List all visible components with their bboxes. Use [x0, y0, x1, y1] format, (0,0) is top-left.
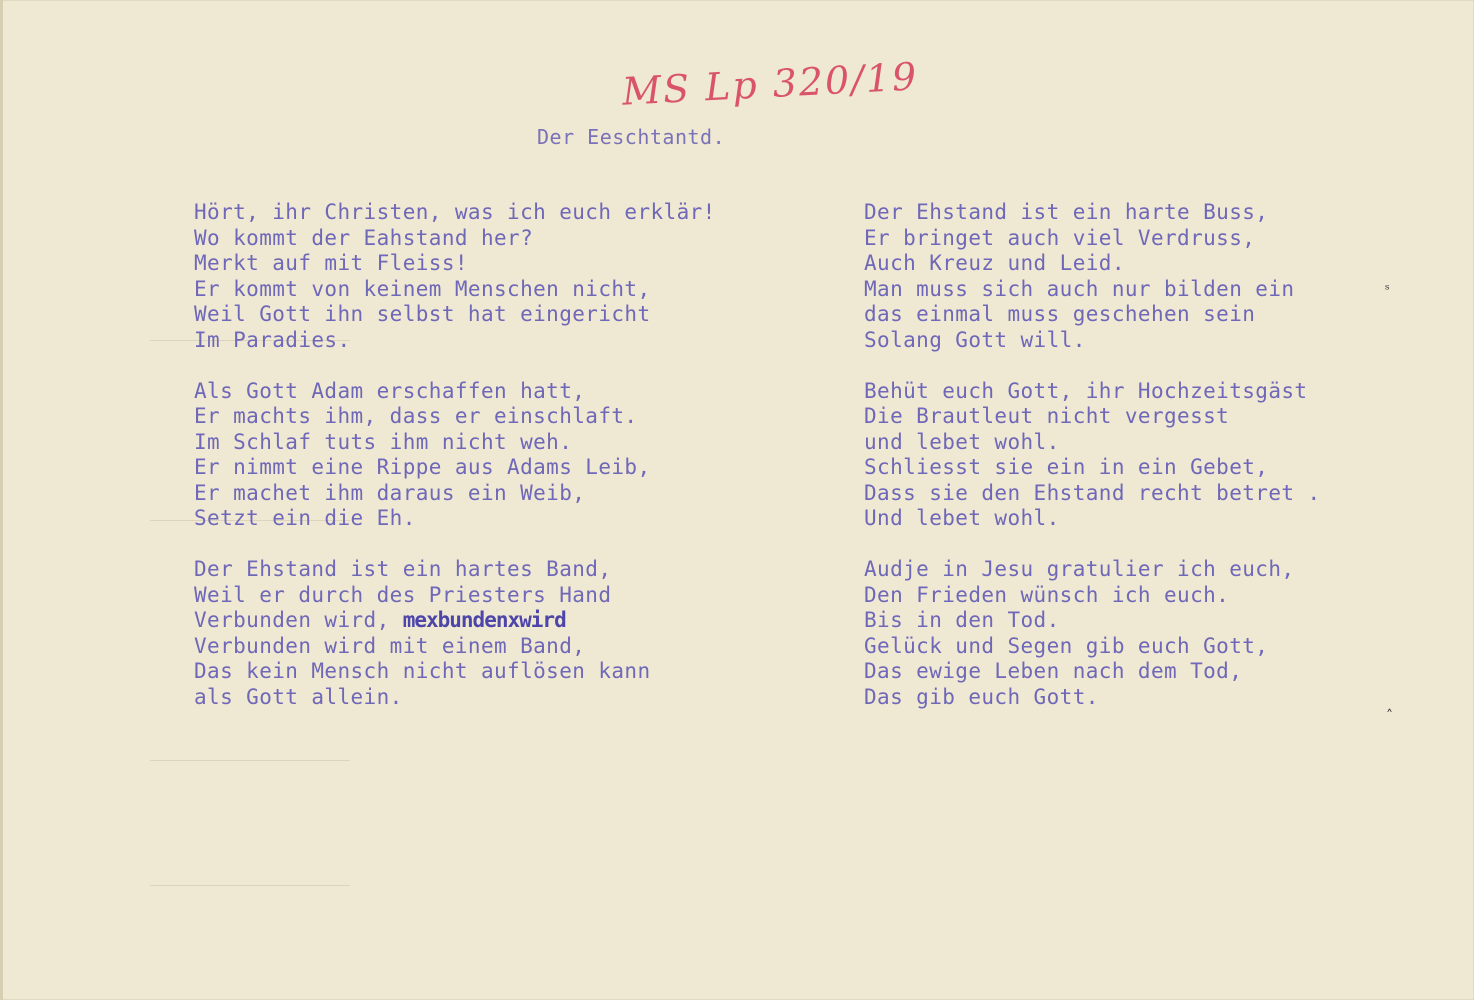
stanza-4: [864, 200, 1424, 353]
verse-line: Behüt euch Gott, ihr Hochzeitsgäst: [864, 378, 1308, 403]
verse-line: Der Ehstand ist ein harte Buss,: [864, 200, 1269, 224]
verse-line: Hört, ihr Christen, was ich euch erklär!: [194, 200, 716, 224]
stanza-3: [194, 557, 834, 710]
verse-line: Er nimmt eine Rippe aus Adams Leib,: [194, 455, 651, 479]
verse-line-with-strike: [194, 608, 834, 634]
verse-line: Weil Gott ihn selbst hat eingericht: [194, 302, 651, 326]
verse-line: Schliesst sie ein in ein Gebet,: [864, 455, 1269, 479]
verse-line: Er machts ihm, dass er einschlaft.: [194, 404, 638, 428]
verse-line: Er bringet auch viel Verdruss,: [864, 225, 1256, 250]
show-through-line: [150, 760, 350, 761]
verse-line: Audje in Jesu gratulier ich euch,: [864, 557, 1295, 581]
verse-line: Das ewige Leben nach dem Tod,: [864, 659, 1243, 683]
verse-line: Merkt auf mit Fleiss!: [194, 251, 468, 275]
verse-line: Im Schlaf tuts ihm nicht weh.: [194, 429, 573, 454]
verse-line: Man muss sich auch nur bilden ein: [864, 276, 1295, 301]
verse-line: Das kein Mensch nicht auflösen kann: [194, 659, 651, 683]
verse-line: Bis in den Tod.: [864, 608, 1060, 632]
left-column: [194, 200, 834, 736]
verse-line: Als Gott Adam erschaffen hatt,: [194, 378, 586, 403]
shelfmark-annotation: MS Lp 320/19: [621, 54, 920, 114]
struck-out-text: mexbundenxwird: [402, 608, 566, 632]
stanza-1: [194, 200, 834, 353]
verse-line: Gelück und Segen gib euch Gott,: [864, 633, 1269, 658]
handwritten-mark: ˢ: [1385, 282, 1390, 298]
verse-line: und lebet wohl.: [864, 429, 1060, 454]
verse-line: Das gib euch Gott.: [864, 684, 1099, 709]
verse-text: Verbunden wird,: [194, 608, 390, 632]
right-column: [864, 200, 1424, 736]
poem-title: Der Eeschtantd.: [537, 125, 726, 149]
verse-line: das einmal muss geschehen sein: [864, 302, 1256, 326]
verse-line: Den Frieden wünsch ich euch.: [864, 582, 1230, 607]
verse-line: als Gott allein.: [194, 684, 403, 709]
stanza-6: [864, 557, 1424, 710]
page-edge: [0, 0, 3, 1000]
handwritten-mark: ˄: [1386, 708, 1393, 724]
stanza-2: [194, 379, 834, 532]
verse-line: Auch Kreuz und Leid.: [864, 251, 1125, 275]
verse-line: Er machet ihm daraus ein Weib,: [194, 480, 586, 505]
verse-line: Weil er durch des Priesters Hand: [194, 582, 612, 607]
verse-line: Verbunden wird mit einem Band,: [194, 633, 586, 658]
verse-line: Die Brautleut nicht vergesst: [864, 404, 1230, 428]
stanza-5: [864, 379, 1424, 532]
verse-line: Im Paradies.: [194, 327, 351, 352]
verse-line: Solang Gott will.: [864, 327, 1086, 352]
verse-line: Und lebet wohl.: [864, 506, 1060, 530]
verse-line: Der Ehstand ist ein hartes Band,: [194, 557, 612, 581]
verse-line: Wo kommt der Eahstand her?: [194, 225, 534, 250]
show-through-line: [150, 885, 350, 886]
verse-line: Dass sie den Ehstand recht betret .: [864, 480, 1321, 505]
verse-line: Er kommt von keinem Menschen nicht,: [194, 276, 651, 301]
verse-line: Setzt ein die Eh.: [194, 506, 416, 530]
